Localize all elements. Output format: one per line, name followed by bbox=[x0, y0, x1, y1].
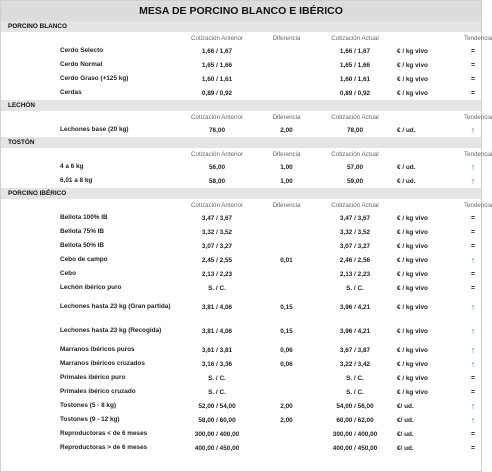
trend-up-icon: ↑ bbox=[470, 176, 476, 186]
unit-label: € / kg vivo bbox=[397, 270, 428, 278]
unit-label: € / kg vivo bbox=[397, 214, 428, 222]
row-name: Primales ibérico cruzado bbox=[60, 388, 136, 396]
diff-value: 1,00 bbox=[280, 177, 293, 185]
row-name: Reproductoras > de 6 meses bbox=[60, 444, 148, 452]
row-name: Marranos ibéricos cruzados bbox=[60, 360, 145, 368]
curr-value: 3,22 / 3,42 bbox=[339, 360, 371, 368]
row-name: Bellota 75% IB bbox=[60, 228, 105, 236]
table-row bbox=[1, 441, 481, 455]
table-row bbox=[1, 123, 481, 137]
prev-value: S. / C. bbox=[208, 388, 226, 396]
table-row bbox=[1, 211, 481, 225]
diff-value: 0,15 bbox=[280, 327, 293, 335]
row-name: 6,01 a 8 kg bbox=[60, 177, 93, 185]
prev-value: 58,00 / 60,00 bbox=[198, 416, 236, 424]
prev-value: 3,32 / 3,52 bbox=[201, 228, 233, 236]
prev-value: 1,60 / 1,61 bbox=[201, 75, 233, 83]
curr-value: S. / C. bbox=[346, 284, 364, 292]
prev-value: 400,00 / 450,00 bbox=[194, 444, 240, 452]
curr-value: 3,07 / 3,27 bbox=[339, 242, 371, 250]
prev-value: 3,61 / 3,81 bbox=[201, 346, 233, 354]
sections-container bbox=[1, 21, 492, 455]
unit-label: € / kg vivo bbox=[397, 89, 428, 97]
col-curr-header: Cotización Actual bbox=[331, 201, 379, 209]
curr-value: 2,13 / 2,23 bbox=[339, 270, 371, 278]
row-name: Bellota 50% IB bbox=[60, 242, 105, 250]
col-diff-header: Diferencia bbox=[272, 34, 301, 42]
equal-icon: = bbox=[470, 242, 476, 250]
prev-value: 58,00 bbox=[209, 177, 225, 185]
curr-value: 0,89 / 0,92 bbox=[339, 89, 371, 97]
row-name: Marranos ibéricos puros bbox=[60, 346, 135, 354]
row-name: Cebo bbox=[60, 270, 76, 278]
curr-value: 3,96 / 4,21 bbox=[339, 327, 371, 335]
row-name: Primales ibérico puro bbox=[60, 374, 126, 382]
prev-value: 3,81 / 4,06 bbox=[201, 327, 233, 335]
row-name: Tostones (9 - 12 kg) bbox=[60, 416, 120, 424]
unit-label: € / ud. bbox=[397, 163, 416, 171]
table-row bbox=[1, 295, 481, 319]
prev-value: 1,65 / 1,66 bbox=[201, 61, 233, 69]
equal-icon: = bbox=[470, 270, 476, 278]
curr-value: 3,47 / 3,67 bbox=[339, 214, 371, 222]
section-title: LECHÓN bbox=[1, 100, 481, 111]
trend-up-icon: ↑ bbox=[470, 302, 476, 312]
row-name: Lechones hasta 23 kg (Gran partida) bbox=[60, 303, 171, 311]
prev-value: 3,16 / 3,36 bbox=[201, 360, 233, 368]
equal-icon: = bbox=[470, 214, 476, 222]
column-header-row bbox=[1, 148, 492, 160]
table-row bbox=[1, 427, 481, 441]
col-curr-header: Cotización Actual bbox=[331, 113, 379, 121]
curr-value: S. / C. bbox=[346, 374, 364, 382]
diff-value: 2,00 bbox=[280, 126, 293, 134]
row-name: Lechón ibérico puro bbox=[60, 284, 122, 292]
table-row bbox=[1, 174, 481, 188]
unit-label: €/ ud. bbox=[397, 402, 414, 410]
unit-label: € / kg vivo bbox=[397, 61, 428, 69]
col-trend-header: Tendencia bbox=[464, 201, 492, 209]
section-title: PORCINO BLANCO bbox=[1, 21, 481, 32]
row-name: Cerdo Selecto bbox=[60, 47, 103, 55]
table-row bbox=[1, 267, 481, 281]
diff-value: 0,06 bbox=[280, 346, 293, 354]
col-curr-header: Cotización Actual bbox=[331, 34, 379, 42]
prev-value: S. / C. bbox=[208, 284, 226, 292]
row-name: Lechones base (20 kg) bbox=[60, 126, 129, 134]
curr-value: 60,00 / 62,00 bbox=[336, 416, 374, 424]
table-row bbox=[1, 357, 481, 371]
equal-icon: = bbox=[470, 444, 476, 452]
table-row bbox=[1, 385, 481, 399]
table-row bbox=[1, 160, 481, 174]
curr-value: 300,00 / 400,00 bbox=[332, 430, 378, 438]
col-prev-header: Cotización Anterior bbox=[191, 201, 243, 209]
table-row bbox=[1, 72, 481, 86]
prev-value: 300,00 / 400,00 bbox=[194, 430, 240, 438]
unit-label: € / ud. bbox=[397, 126, 416, 134]
row-name: Cerdo Graso (+125 kg) bbox=[60, 75, 129, 83]
curr-value: S. / C. bbox=[346, 388, 364, 396]
col-diff-header: Diferencia bbox=[272, 113, 301, 121]
unit-label: € / kg vivo bbox=[397, 75, 428, 83]
unit-label: € / kg vivo bbox=[397, 47, 428, 55]
diff-value: 0,06 bbox=[280, 360, 293, 368]
prev-value: S. / C. bbox=[208, 374, 226, 382]
col-prev-header: Cotización Anterior bbox=[191, 150, 243, 158]
column-header-row bbox=[1, 32, 492, 44]
equal-icon: = bbox=[470, 374, 476, 382]
unit-label: € / kg vivo bbox=[397, 228, 428, 236]
trend-up-icon: ↑ bbox=[470, 125, 476, 135]
table-row bbox=[1, 253, 481, 267]
row-name: Bellota 100% IB bbox=[60, 214, 108, 222]
unit-label: € / kg vivo bbox=[397, 242, 428, 250]
table-row bbox=[1, 413, 481, 427]
curr-value: 59,00 bbox=[347, 177, 363, 185]
col-trend-header: Tendencia bbox=[464, 34, 492, 42]
diff-value: 2,00 bbox=[280, 402, 293, 410]
curr-value: 3,32 / 3,52 bbox=[339, 228, 371, 236]
unit-label: €/ ud. bbox=[397, 430, 414, 438]
equal-icon: = bbox=[470, 388, 476, 396]
diff-value: 1,00 bbox=[280, 163, 293, 171]
curr-value: 400,00 / 450,00 bbox=[332, 444, 378, 452]
prev-value: 76,00 bbox=[209, 126, 225, 134]
curr-value: 78,00 bbox=[347, 126, 363, 134]
equal-icon: = bbox=[470, 47, 476, 55]
prev-value: 3,07 / 3,27 bbox=[201, 242, 233, 250]
prev-value: 56,00 bbox=[209, 163, 225, 171]
diff-value: 0,01 bbox=[280, 256, 293, 264]
col-diff-header: Diferencia bbox=[272, 150, 301, 158]
prev-value: 0,89 / 0,92 bbox=[201, 89, 233, 97]
prev-value: 1,66 / 1,67 bbox=[201, 47, 233, 55]
table-row bbox=[1, 44, 481, 58]
table-row bbox=[1, 371, 481, 385]
table-row bbox=[1, 58, 481, 72]
equal-icon: = bbox=[470, 75, 476, 83]
table-row bbox=[1, 399, 481, 413]
table-row bbox=[1, 319, 481, 343]
trend-up-icon: ↑ bbox=[470, 359, 476, 369]
trend-up-icon: ↑ bbox=[470, 162, 476, 172]
curr-value: 2,46 / 2,56 bbox=[339, 256, 371, 264]
column-header-row bbox=[1, 199, 492, 211]
row-name: Cebo de campo bbox=[60, 256, 108, 264]
curr-value: 1,66 / 1,67 bbox=[339, 47, 371, 55]
table-row bbox=[1, 239, 481, 253]
col-diff-header: Diferencia bbox=[272, 201, 301, 209]
diff-value: 2,00 bbox=[280, 416, 293, 424]
unit-label: € / kg vivo bbox=[397, 327, 428, 335]
equal-icon: = bbox=[470, 228, 476, 236]
equal-icon: = bbox=[470, 430, 476, 438]
prev-value: 3,47 / 3,67 bbox=[201, 214, 233, 222]
row-name: Cerdas bbox=[60, 89, 82, 97]
unit-label: € / kg vivo bbox=[397, 256, 428, 264]
curr-value: 1,60 / 1,61 bbox=[339, 75, 371, 83]
equal-icon: = bbox=[470, 61, 476, 69]
col-trend-header: Tendencia bbox=[464, 150, 492, 158]
table-row bbox=[1, 225, 481, 239]
row-name: 4 a 6 kg bbox=[60, 163, 84, 171]
col-prev-header: Cotización Anterior bbox=[191, 34, 243, 42]
curr-value: 3,67 / 3,87 bbox=[339, 346, 371, 354]
unit-label: €/ ud. bbox=[397, 416, 414, 424]
diff-value: 0,15 bbox=[280, 303, 293, 311]
unit-label: € / kg vivo bbox=[397, 374, 428, 382]
table-row bbox=[1, 281, 481, 295]
curr-value: 57,00 bbox=[347, 163, 363, 171]
curr-value: 3,96 / 4,21 bbox=[339, 303, 371, 311]
prev-value: 2,13 / 2,23 bbox=[201, 270, 233, 278]
table-row bbox=[1, 86, 481, 100]
row-name: Tostones (5 - 8 kg) bbox=[60, 402, 116, 410]
trend-up-icon: ↑ bbox=[470, 255, 476, 265]
table-row bbox=[1, 343, 481, 357]
trend-up-icon: ↑ bbox=[470, 326, 476, 336]
unit-label: € / kg vivo bbox=[397, 303, 428, 311]
unit-label: € / kg vivo bbox=[397, 388, 428, 396]
prev-value: 52,00 / 54,00 bbox=[198, 402, 236, 410]
row-name: Reproductoras < de 6 meses bbox=[60, 430, 148, 438]
equal-icon: = bbox=[470, 284, 476, 292]
trend-up-icon: ↑ bbox=[470, 401, 476, 411]
prev-value: 2,45 / 2,55 bbox=[201, 256, 233, 264]
page-title: MESA DE PORCINO BLANCO E IBÉRICO bbox=[1, 1, 481, 21]
trend-up-icon: ↑ bbox=[470, 345, 476, 355]
unit-label: € / kg vivo bbox=[397, 346, 428, 354]
col-curr-header: Cotización Actual bbox=[331, 150, 379, 158]
col-trend-header: Tendencia bbox=[464, 113, 492, 121]
prev-value: 3,81 / 4,06 bbox=[201, 303, 233, 311]
row-name: Cerdo Normal bbox=[60, 61, 103, 69]
curr-value: 54,00 / 56,00 bbox=[336, 402, 374, 410]
col-prev-header: Cotización Anterior bbox=[191, 113, 243, 121]
section-title: TOSTÓN bbox=[1, 137, 481, 148]
trend-up-icon: ↑ bbox=[470, 415, 476, 425]
equal-icon: = bbox=[470, 89, 476, 97]
unit-label: €/ ud. bbox=[397, 444, 414, 452]
section-title: PORCINO IBÉRICO bbox=[1, 188, 481, 199]
unit-label: € / kg vivo bbox=[397, 360, 428, 368]
curr-value: 1,65 / 1,66 bbox=[339, 61, 371, 69]
unit-label: € / ud. bbox=[397, 177, 416, 185]
row-name: Lechones hasta 23 kg (Recogida) bbox=[60, 327, 162, 335]
unit-label: € / kg vivo bbox=[397, 284, 428, 292]
column-header-row bbox=[1, 111, 492, 123]
